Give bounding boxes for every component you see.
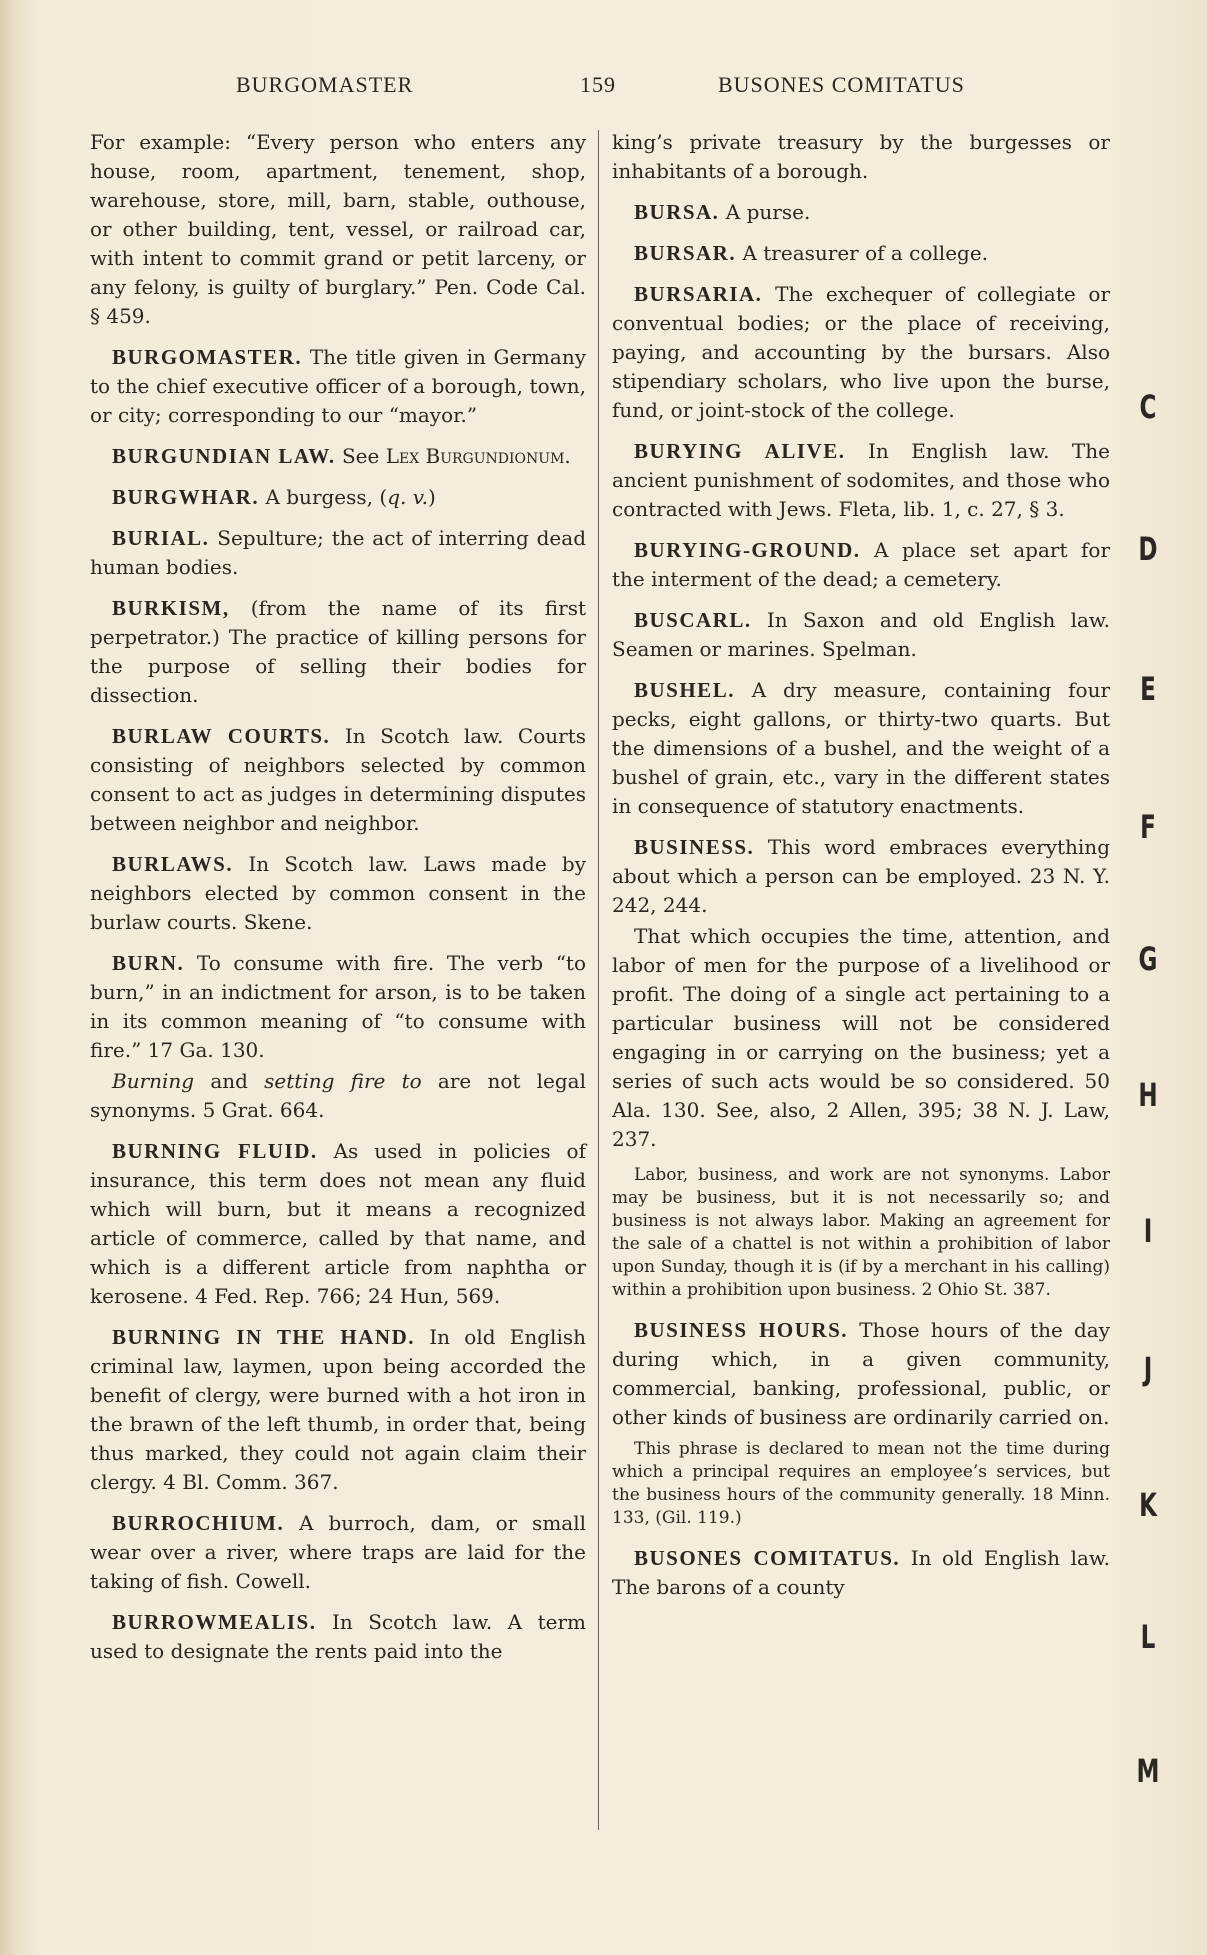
entry-business-hours: BUSINESS HOURS. Those hours of the day during which, in a given community, commercial, banking, professional, public, or other kinds of business are ordinarily carried on. [612,1318,1111,1429]
headword: BURSARIA. [634,282,763,306]
headword: BURLAW COURTS. [112,724,331,748]
thumb-index-letter: G [1138,940,1158,978]
thumb-index-letter: H [1138,1076,1158,1114]
entry-burrochium: BURROCHIUM. A burroch, dam, or small wear over a river, where traps are laid for the taking of fish. Cowell. [90,1511,586,1593]
cross-reference: Lex Burgundionum. [385,444,571,468]
entry-burning-in-the-hand: BURNING IN THE HAND. In old English criminal law, laymen, upon being accorded the benefit of clergy, were burned with a hot iron in the brawn of the left thumb, in order that, being thus marked, they could not again claim their clergy. 4 Bl. Comm. 367. [90,1325,586,1494]
entry-burning-fluid: BURNING FLUID. As used in policies of insurance, this term does not mean any fluid which will burn, but it means a recognized article of commerce, called by that name, and which is a different article from naphtha or kerosene. 4 Fed. Rep. 766; 24 Hun, 569. [90,1139,586,1308]
headword: BUSHEL. [634,678,735,702]
column-divider [598,130,599,1830]
entry-burlaws: BURLAWS. In Scotch law. Laws made by neighbors elected by common consent in the burlaw courts. Skene. [90,852,586,934]
thumb-index-letter: M [1136,1752,1160,1790]
entry-burgundian-law: BURGUNDIAN LAW. See Lex Burgundionum. [112,444,571,468]
entry-burlaw-courts: BURLAW COURTS. In Scotch law. Courts consisting of neighbors selected by common consent to act as judges in determining disputes between neighbor and neighbor. [90,724,586,835]
entry-burrowmealis: BURROWMEALIS. In Scotch law. A term used to designate the rents paid into the [90,1610,587,1663]
headword: BURKISM, [112,596,230,620]
entry-burying-alive: BURYING ALIVE. In English law. The ancient punishment of sodomites, and those who contracted with Jews. Fleta, lib. 1, c. 27, § 3. [612,439,1110,521]
thumb-index-letter: C [1139,388,1157,426]
headword: BURYING-GROUND. [634,538,861,562]
entry-burn: BURN. To consume with fire. The verb “to burn,” in an indictment for arson, is to be taken in its common meaning of “to consume with fire.” 17 Ga. 130. [90,951,586,1062]
headword: BURGUNDIAN LAW. [112,444,336,468]
entry-burial: BURIAL. Sepulture; the act of interring dead human bodies. [90,526,586,579]
headword: BURSAR. [634,241,737,265]
entry-business: BUSINESS. This word embraces everything about which a person can be employed. 23 N. Y. 242, 244. [612,835,1110,917]
headword: BURIAL. [112,526,210,550]
right-guide-word: BUSONES COMITATUS [718,72,965,97]
entry-burgomaster: BURGOMASTER. The title given in Germany to the chief executive officer of a borough, town, or city; corresponding to our “mayor.” [90,345,586,427]
thumb-index-letter: E [1140,670,1156,708]
headword: BURNING FLUID. [112,1139,318,1163]
headword: BURYING ALIVE. [634,439,846,463]
running-head [0,72,1207,108]
thumb-index-letter: K [1139,1486,1157,1524]
headword: BUSONES COMITATUS. [634,1546,901,1570]
headword: BURROCHIUM. [112,1511,285,1535]
headword: BURSA. [634,200,720,224]
headword: BURGWHAR. [112,485,260,509]
headword: BUSINESS. [634,835,755,859]
entry-burgwhar: BURGWHAR. A burgess, (q. v.) [112,485,436,509]
entry-continuation: king’s private treasury by the burgesses or inhabitants of a borough. [612,130,1110,183]
entry-bursa: BURSA. A purse. [634,200,811,224]
right-column [612,128,1110,1614]
thumb-index-letter: I [1143,1212,1153,1250]
thumb-index-letter: D [1138,530,1158,568]
entry-burying-ground: BURYING-GROUND. A place set apart for the interment of the dead; a cemetery. [612,538,1110,591]
headword: BURROWMEALIS. [112,1610,317,1634]
headword: BUSINESS HOURS. [634,1318,849,1342]
thumb-index-letter: F [1140,808,1156,846]
entry-business-note: Labor, business, and work are not synonyms. Labor may be business, but it is not necessarily so; and business is not always labor. Making an agreement for the sale of a chattel is not within a prohibition of labor upon Sunday, though it is (if by a merchant in his calling) within a prohibition upon business. 2 Ohio St. 387. [612,1165,1110,1300]
left-column [90,128,586,1678]
entry-bursaria: BURSARIA. The exchequer of collegiate or conventual bodies; or the place of receiving, paying, and accounting by the bursars. Also stipendiary scholars, who live upon the burse, fund, or joint-stock of the college. [612,282,1111,422]
thumb-index-letter: L [1140,1618,1156,1656]
headword: BURLAWS. [112,852,234,876]
headword: BURN. [112,951,185,975]
left-guide-word: BURGOMASTER [236,72,414,97]
headword: BUSCARL. [634,608,752,632]
page-number: 159 [580,72,616,97]
entry-bushel: BUSHEL. A dry measure, containing four pecks, eight gallons, or thirty-two quarts. But the dimensions of a bushel, and the weight of a bushel of grain, etc., vary in the different states in consequence of statutory enactments. [612,678,1111,818]
headword: BURNING IN THE HAND. [112,1325,415,1349]
entry-bursar: BURSAR. A treasurer of a college. [634,241,989,265]
entry-continuation: For example: “Every person who enters any house, room, apartment, tenement, shop, warehouse, store, mill, barn, stable, outhouse, or other building, tent, vessel, or railroad car, with intent to commit grand or petit larceny, or any felony, is guilty of burglary.” Pen. Code Cal. § 459. [90,130,586,328]
headword: BURGOMASTER. [112,345,303,369]
entry-business-hours-note: This phrase is declared to mean not the time during which a principal requires an employee’s services, but the business hours of the community generally. 18 Minn. 133, (Gil. 119.) [612,1439,1110,1528]
entry-buscarl: BUSCARL. In Saxon and old English law. Seamen or marines. Spelman. [612,608,1110,661]
thumb-index-letter: J [1143,1350,1153,1388]
entry-busones-comitatus: BUSONES COMITATUS. In old English law. The barons of a county [612,1546,1111,1599]
entry-business-paragraph: That which occupies the time, attention, and labor of men for the purpose of a livelihood or profit. The doing of a single act pertaining to a particular business will not be considered engaging in or carrying on the business; yet a series of such acts would be so considered. 50 Ala. 130. See, also, 2 Allen, 395; 38 N. J. Law, 237. [612,924,1110,1151]
entry-burkism: BURKISM, (from the name of its first perpetrator.) The practice of killing persons for the purpose of selling their bodies for dissection. [90,596,586,707]
entry-burn-subparagraph: Burning and setting fire to are not legal synonyms. 5 Grat. 664. [90,1069,586,1122]
thumb-index [1128,0,1168,1955]
